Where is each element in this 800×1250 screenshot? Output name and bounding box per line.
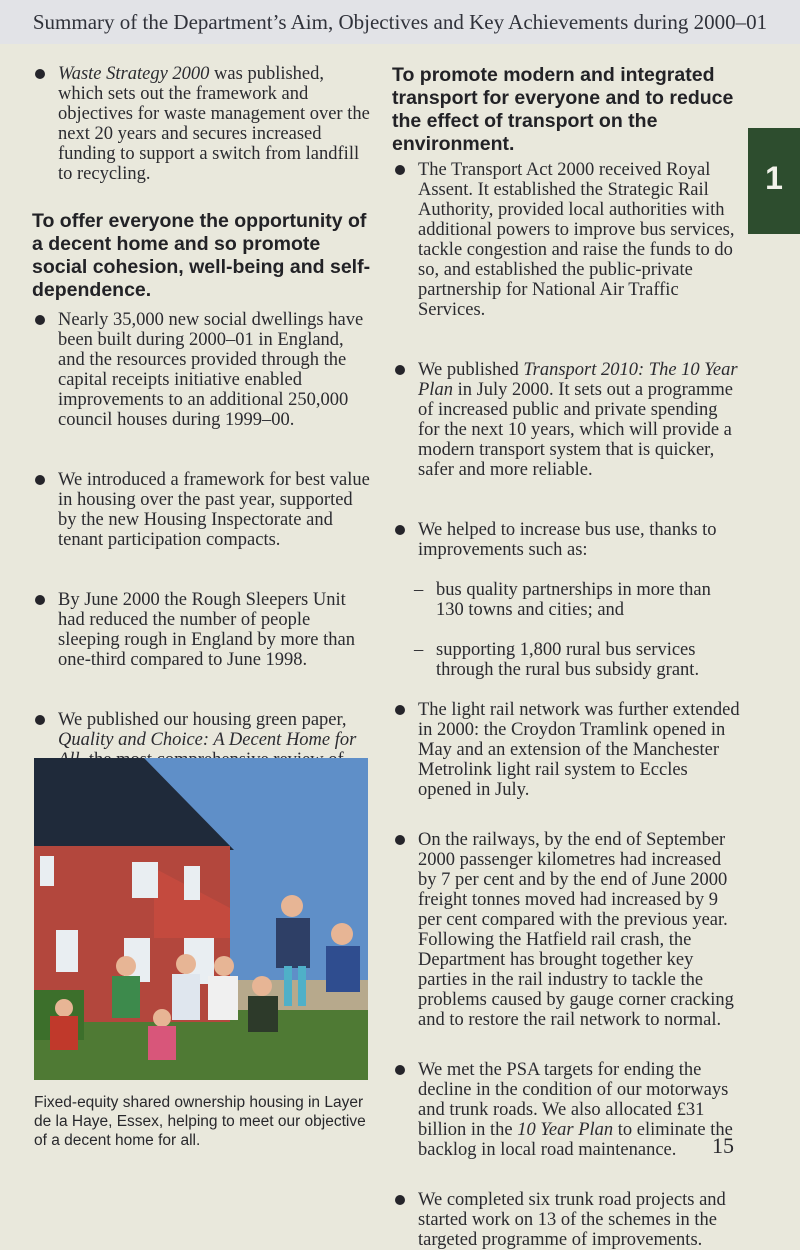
child-figure <box>298 966 306 1006</box>
bullet-text: We met the PSA targets for ending the decline in the condition of our motorways and trunk roads. We also allocated £31 billion in the <box>418 1060 729 1140</box>
house-window <box>56 930 78 972</box>
child-figure <box>116 956 136 976</box>
page-number: 15 <box>712 1133 734 1158</box>
transport-act-bullet <box>392 160 740 320</box>
bullet-text: The Transport Act 2000 received Royal Assent. It established the Strategic Rail Authority, provided local authorities with additional powers to improve bus services, tackle congestion and raise the funds to do so, and established the public-private partnership for National Air Traffic Services. <box>418 160 735 320</box>
child-figure <box>153 1009 171 1027</box>
waste-strategy-bullet <box>32 64 372 184</box>
bullet-text: We published our housing green paper, <box>58 710 347 730</box>
child-figure <box>172 974 200 1020</box>
bullet-dot-icon <box>35 595 45 605</box>
bullet-dot-icon <box>395 365 405 375</box>
bullet-text: We helped to increase bus use, thanks to improvements such as: <box>418 520 717 560</box>
child-figure <box>248 996 278 1032</box>
bullet-text: By June 2000 the Rough Sleepers Unit had reduced the number of people sleeping rough in England by more than one-third compared to June 1998. <box>58 590 355 670</box>
child-figure <box>252 976 272 996</box>
chapter-number: 1 <box>765 160 783 196</box>
plan-title: Transport 2010: The 10 Year Plan <box>418 360 738 400</box>
left-column <box>32 64 372 870</box>
bullet-dot-icon <box>395 835 405 845</box>
bullet-dot-icon <box>395 1065 405 1075</box>
photo-caption: Fixed-equity shared ownership housing in Layer de la Haye, Essex, helping to meet our objective of a decent home for all. <box>34 1094 366 1149</box>
waste-strategy-title: Waste Strategy 2000 <box>58 64 210 84</box>
child-figure <box>284 966 292 1006</box>
child-figure <box>176 954 196 974</box>
house-window <box>184 866 200 900</box>
railways-bullet <box>392 830 740 1030</box>
child-figure <box>50 1016 78 1050</box>
ten-year-plan-bullet <box>392 360 740 480</box>
bullet-text: We completed six trunk road projects and started work on 13 of the schemes in the targeted programme of improvements. <box>418 1190 726 1250</box>
dash-text: bus quality partnerships in more than 130 towns and cities; and <box>436 580 711 620</box>
light-rail-bullet <box>392 700 740 800</box>
waste-strategy-text: was published, which sets out the framework and objectives for waste management over the next 20 years and secures increased funding to support a switch from landfill to recycling. <box>58 64 370 184</box>
running-head: Summary of the Department’s Aim, Objectives and Key Achievements during 2000–01 <box>0 0 800 44</box>
bullet-text: On the railways, by the end of September 2000 passenger kilometres had increased by 7 per cent and by the end of June 2000 freight tonnes moved had increased by 9 per cent compared with the previous year. Following the Hatfield rail crash, the Department has brought together key parties in the rail industry to tackle the problems caused by gauge corner cracking and to restore the rail network to normal. <box>418 830 734 1030</box>
child-figure <box>55 999 73 1017</box>
child-figure <box>326 946 360 992</box>
green-paper-title: Quality and Choice: A Decent Home for <box>58 730 357 750</box>
child-figure <box>281 895 303 917</box>
bullet-text: The light rail network was further extended in 2000: the Croydon Tramlink opened in May and an extension of the Manchester Metrolink light rail system to Eccles opened in July. <box>418 700 740 800</box>
rough-sleepers-bullet <box>32 590 372 670</box>
child-figure <box>331 923 353 945</box>
housing-objective-heading: To offer everyone the opportunity of a decent home and so promote social cohesion, well-being and self-dependence. <box>32 210 371 301</box>
bus-partnerships-item <box>392 580 740 620</box>
dash-text: supporting 1,800 rural bus services through the rural bus subsidy grant. <box>436 640 700 680</box>
bullet-dot-icon <box>395 1195 405 1205</box>
bullet-dot-icon <box>35 69 45 79</box>
bullet-dot-icon <box>35 715 45 725</box>
bullet-text: We published <box>418 360 524 380</box>
trunk-road-bullet <box>392 1190 740 1250</box>
bullet-dot-icon <box>395 705 405 715</box>
housing-photo-illustration <box>34 758 368 1080</box>
social-dwellings-bullet <box>32 310 372 430</box>
bullet-text: to eliminate the backlog in local road maintenance. <box>418 1120 733 1160</box>
house-window <box>40 856 54 886</box>
psa-targets-bullet <box>392 1060 740 1160</box>
child-figure <box>112 976 140 1018</box>
house-window <box>132 862 158 898</box>
bullet-text: in July 2000. It sets out a programme of increased public and private spending for the next 10 years, which will provide a modern transport system that is quicker, safer and more reliable. <box>418 380 733 480</box>
bullet-dot-icon <box>395 165 405 175</box>
housing-photo <box>34 758 368 1080</box>
rural-bus-item <box>392 640 740 680</box>
bullet-dot-icon <box>35 475 45 485</box>
plan-title: 10 Year Plan <box>517 1120 614 1140</box>
child-figure <box>208 976 238 1020</box>
right-column <box>392 64 740 1250</box>
child-figure <box>214 956 234 976</box>
dash-mark: – <box>414 580 424 600</box>
bullet-text: We introduced a framework for best value in housing over the past year, supported by the new Housing Inspectorate and tenant participation compacts. <box>58 470 370 550</box>
bullet-dot-icon <box>395 525 405 535</box>
chapter-tab <box>748 128 800 234</box>
transport-objective-heading: To promote modern and integrated transport for everyone and to reduce the effect of transport on the environment. <box>392 64 734 155</box>
child-figure <box>276 918 310 968</box>
bullet-text: Nearly 35,000 new social dwellings have been built during 2000–01 in England, and the resources provided through the capital receipts initiative enabled improvements to an additional 250,000 council houses during 1999–00. <box>58 310 364 430</box>
dash-mark: – <box>414 640 424 660</box>
bullet-dot-icon <box>35 315 45 325</box>
child-figure <box>148 1026 176 1060</box>
best-value-bullet <box>32 470 372 550</box>
bus-use-bullet <box>392 520 740 560</box>
